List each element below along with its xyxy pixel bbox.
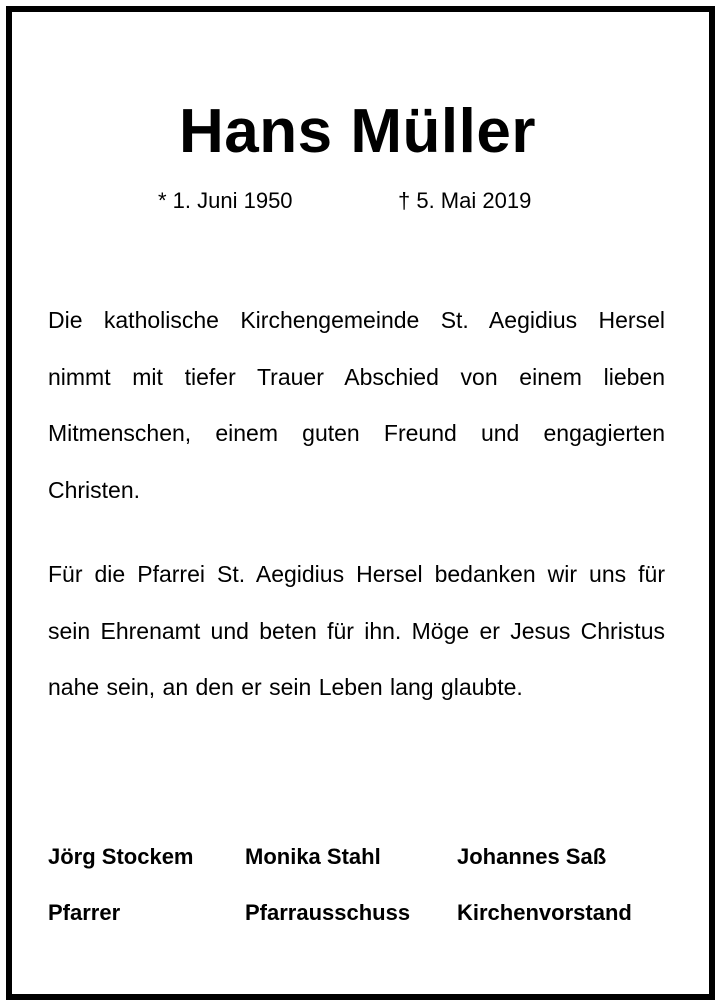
signatory-role: Pfarrausschuss bbox=[245, 900, 411, 925]
signatory-role: Kirchenvorstand bbox=[457, 900, 632, 925]
signatory-name: Johannes Saß bbox=[457, 844, 607, 869]
birth-date: * 1. Juni 1950 bbox=[158, 188, 293, 213]
signatory-role: Pfarrer bbox=[48, 900, 121, 925]
condolence-paragraph-1: Die katholische Kirchengemeinde St. Aegidius Hersel nimmt mit tiefer Trauer Abschied von einem lieben Mitmenschen, einem guten Freund und engagierten Christen. bbox=[48, 307, 665, 503]
condolence-paragraph-2: Für die Pfarrei St. Aegidius Hersel bedanken wir uns für sein Ehrenamt und beten für ihn. Möge er Jesus Christus nahe sein, an den er sein Leben lang glaubte. bbox=[48, 561, 665, 700]
death-date: † 5. Mai 2019 bbox=[398, 188, 532, 213]
signatory-name: Jörg Stockem bbox=[48, 844, 194, 869]
deceased-name: Hans Müller bbox=[179, 97, 536, 166]
signatory-name: Monika Stahl bbox=[245, 844, 381, 869]
